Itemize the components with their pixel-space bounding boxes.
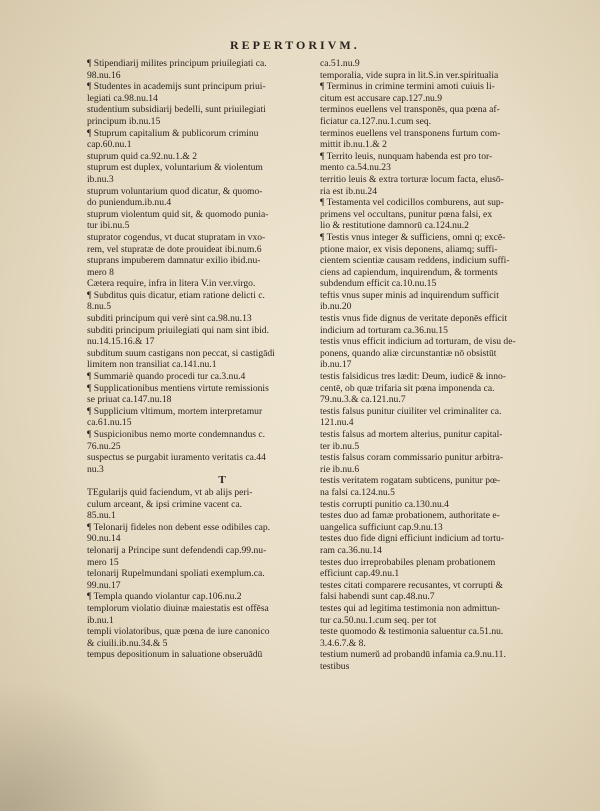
index-entry-line: ¶ Summariè quando procedi tur ca.3.nu.4	[87, 371, 246, 383]
index-entry-line: stuprum voluntarium quod dicatur, & quomo-	[87, 185, 263, 197]
index-entry-line: 76.nu.25	[87, 440, 121, 452]
index-entry-line: templorum violatio diuinæ maiestatis est offēsa	[87, 602, 269, 614]
index-entry-line: indicium ad torturam ca.36.nu.15	[320, 324, 448, 336]
index-entry-line: ria est ib.nu.24	[320, 185, 378, 197]
index-entry-line: stuprans impuberem damnatur exilio ibid.nu-	[87, 255, 261, 267]
index-entry-line: TEgularijs quid faciendum, vt ab alijs peri-	[87, 486, 253, 498]
index-entry-line: ¶ Stipendiarij milites principum priuilegiati ca.	[87, 58, 267, 69]
index-entry-line: & ciuili.ib.nu.34.& 5	[87, 637, 168, 649]
index-entry-line: 79.nu.3.& ca.121.nu.7	[320, 394, 406, 406]
index-entry-line: culum arceant, & ipsi crimine vacent ca.	[87, 498, 243, 510]
index-entry-line: tur ca.50.nu.1.cum seq. per tot	[320, 614, 437, 626]
index-entry-line: falsi habendi sunt cap.48.nu.7	[320, 591, 435, 603]
index-entry-line: 98.nu.16	[87, 69, 121, 81]
index-entry-line: na falsi ca.124.nu.5	[320, 486, 395, 498]
page-stain	[0, 681, 170, 811]
index-entry-line: ¶ Templa quando violantur cap.106.nu.2	[87, 591, 242, 603]
index-entry-line: lio & restitutione damnorū ca.124.nu.2	[320, 220, 469, 232]
index-entry-line: testis veritatem rogatam subticens, punitur pœ-	[320, 475, 501, 487]
index-entry-line: testis falsus punitur ciuiliter vel criminaliter ca.	[320, 405, 502, 417]
index-entry-line: nu.14.15.16.& 17	[87, 336, 155, 348]
index-entry-line: uangelica sufficiunt cap.9.nu.13	[320, 521, 443, 533]
index-entry-line: suspectus se purgabit iuramento veritatis ca.44	[87, 452, 266, 464]
index-entry-line: tempus depositionum in saluatione obseruādū	[87, 649, 263, 661]
index-entry-line: subditi principum qui verè sint ca.98.nu.13	[87, 313, 252, 325]
index-entry-line: limitem non transiliat ca.141.nu.1	[87, 359, 217, 371]
index-entry-line: ib.nu.1	[87, 614, 114, 626]
index-entry-line: templi violatoribus, quæ pœna de iure canonico	[87, 626, 270, 638]
index-entry-line: ¶ Studentes in academijs sunt principum priui-	[87, 81, 266, 93]
index-entry-line: mento ca.54.nu.23	[320, 162, 391, 174]
index-entry-line: ficiatur ca.127.nu.1.cum seq.	[320, 115, 432, 127]
index-entry-line: mero 8	[87, 266, 114, 278]
index-entry-line: ib.nu.20	[320, 301, 352, 313]
index-entry-line: ¶ Supplicationibus mentiens virtute remissionis	[87, 382, 269, 394]
index-entry-line: ponens, quando aliæ circunstantiæ nō obsistūt	[320, 347, 497, 359]
index-entry-line: ib.nu.17	[320, 359, 352, 371]
index-entry-line: do puniendum.ib.nu.4	[87, 197, 172, 209]
index-entry-line: testium numerǔ ad probandū infamia ca.9.nu.11.	[320, 649, 506, 661]
running-header: REPERTORIVM.	[230, 38, 360, 52]
index-entry-line: ca.51.nu.9	[320, 58, 360, 69]
index-entry-line: cap.60.nu.1	[87, 139, 132, 151]
index-entry-line: terminos euellens vel transponēs, qua pœna af-	[320, 104, 500, 116]
index-entry-line: subditi principum priuilegiati qui nam sint ibid.	[87, 324, 270, 336]
index-entry-line: legiati ca.98.nu.14	[87, 92, 158, 104]
index-entry-line: 99.nu.17	[87, 579, 121, 591]
index-entry-line: temporalia, vide supra in lit.S.in ver.spiritualia	[320, 69, 499, 81]
index-entry-line: teftis vnus super minis ad inquirendum sufficit	[320, 289, 499, 301]
index-entry-line: terminos euellens vel transponens furtum com-	[320, 127, 501, 139]
index-column-right	[320, 58, 585, 672]
index-entry-line: ¶ Terminus in crimine termini amoti cuiuis li-	[320, 81, 495, 93]
index-entry-line: territio leuis & extra torturæ locum facta, elusō-	[320, 173, 504, 185]
index-entry-line: principum ib.nu.15	[87, 115, 161, 127]
index-entry-line: citum est accusare cap.127.nu.9	[320, 92, 443, 104]
index-entry-line: testes duo ad famæ probationem, authoritate e-	[320, 510, 500, 522]
index-entry-line: se priuat ca.147.nu.18	[87, 394, 172, 406]
index-entry-line: ram ca.36.nu.14	[320, 544, 382, 556]
index-entry-line: 85.nu.1	[87, 510, 116, 522]
index-entry-line: ter ib.nu.5	[320, 440, 360, 452]
index-entry-line: telonarij a Principe sunt defendendi cap.99.nu-	[87, 544, 267, 556]
index-entry-line: 121.nu.4	[320, 417, 354, 429]
index-entry-line: ciens ad capiendum, inquirendum, & torments	[320, 266, 498, 278]
index-entry-line: ¶ Testis vnus integer & sufficiens, omni q; excē-	[320, 231, 506, 243]
index-entry-line: ¶ Subditus quis dicatur, etiam ratione delicti c.	[87, 289, 265, 301]
index-entry-line: Cætera require, infra in litera V.in ver.virgo.	[87, 278, 256, 290]
index-entry-line: subdendum efficit ca.10.nu.15	[320, 278, 437, 290]
index-entry-line: 8.nu.5	[87, 301, 111, 313]
index-entry-line: ¶ Stuprum capitalium & publicorum criminu	[87, 127, 259, 139]
index-entry-line: mittit ib.nu.1.& 2	[320, 139, 387, 151]
index-entry-line: testis vnus efficit indicium ad torturam, de visu de-	[320, 336, 516, 348]
index-entry-line: ca.61.nu.15	[87, 417, 132, 429]
index-entry-line: nu.3	[87, 463, 104, 475]
index-entry-line: rie ib.nu.6	[320, 463, 360, 475]
index-entry-line: centē, ob quæ trifaria sit pœna imponenda ca.	[320, 382, 495, 394]
index-entry-line: testis vnus fide dignus de veritate deponēs efficit	[320, 313, 508, 325]
index-entry-line: testis falsus coram commissario punitur arbitra-	[320, 452, 504, 464]
index-entry-line: 3.4.6.7.& 8.	[320, 637, 366, 649]
index-entry-line: testis falsidicus tres lædit: Deum, iudicē & inno-	[320, 371, 506, 383]
index-entry-line: stuprum quid ca.92.nu.1.& 2	[87, 150, 198, 162]
index-entry-line: testes duo irreprobabiles plenam probationem	[320, 556, 496, 568]
index-entry-line: testes qui ad legitima testimonia non admittun-	[320, 602, 501, 614]
index-entry-line: stuprator cogendus, vt ducat stupratam in vxo-	[87, 231, 266, 243]
index-entry-line: cientem scientiæ causam reddens, indicium suffi-	[320, 255, 510, 267]
index-entry-line: ib.nu.3	[87, 173, 114, 185]
index-entry-line: testes duo fide digni efficiunt indicium ad tortu-	[320, 533, 504, 545]
index-entry-line: testes citati comparere recusantes, vt corrupti &	[320, 579, 504, 591]
index-entry-line: ¶ Supplicium vltimum, mortem interpretamur	[87, 405, 263, 417]
index-entry-line: primens vel occultans, punitur pœna falsi, ex	[320, 208, 493, 220]
index-entry-line: stuprum violentum quid sit, & quomodo punia-	[87, 208, 269, 220]
index-column-left	[87, 58, 317, 661]
index-entry-line: tur ibi.nu.5	[87, 220, 130, 232]
index-entry-line: stuprum est duplex, voluntarium & violentum	[87, 162, 263, 174]
index-entry-line: ptione maior, ex visis deponens, aliamq; suffi-	[320, 243, 498, 255]
index-entry-line: ¶ Telonarij fideles non debent esse odibiles cap.	[87, 521, 271, 533]
index-entry-line: ¶ Testamenta vel codicillos comburens, aut sup-	[320, 197, 504, 209]
index-entry-line: testis corrupti punitio ca.130.nu.4	[320, 498, 449, 510]
index-entry-line: efficiunt cap.49.nu.1	[320, 568, 400, 580]
index-entry-line: testis falsus ad mortem alterius, punitur capital-	[320, 429, 503, 440]
index-entry-line: teste quomodo & testimonia saluentur ca.51.nu.	[320, 626, 504, 638]
index-entry-line: testibus	[320, 660, 350, 672]
section-letter: T	[218, 475, 226, 487]
index-entry-line: telonarij Rupelmundani spoliati exemplum.ca.	[87, 568, 265, 580]
index-entry-line: 90.nu.14	[87, 533, 121, 545]
index-entry-line: studentium subsidiarij bedelli, sunt priuilegiati	[87, 104, 266, 116]
index-entry-line: mero 15	[87, 556, 119, 568]
index-entry-line: subditum suum castigans non peccat, si castigādi	[87, 347, 275, 359]
index-entry-line: ¶ Territo leuis, nunquam habenda est pro tor-	[320, 150, 493, 162]
index-entry-line: rem, vel stupratæ de dote prouideat ibi.num.6	[87, 243, 262, 255]
index-entry-line: ¶ Suspicionibus nemo morte condemnandus c.	[87, 429, 266, 440]
